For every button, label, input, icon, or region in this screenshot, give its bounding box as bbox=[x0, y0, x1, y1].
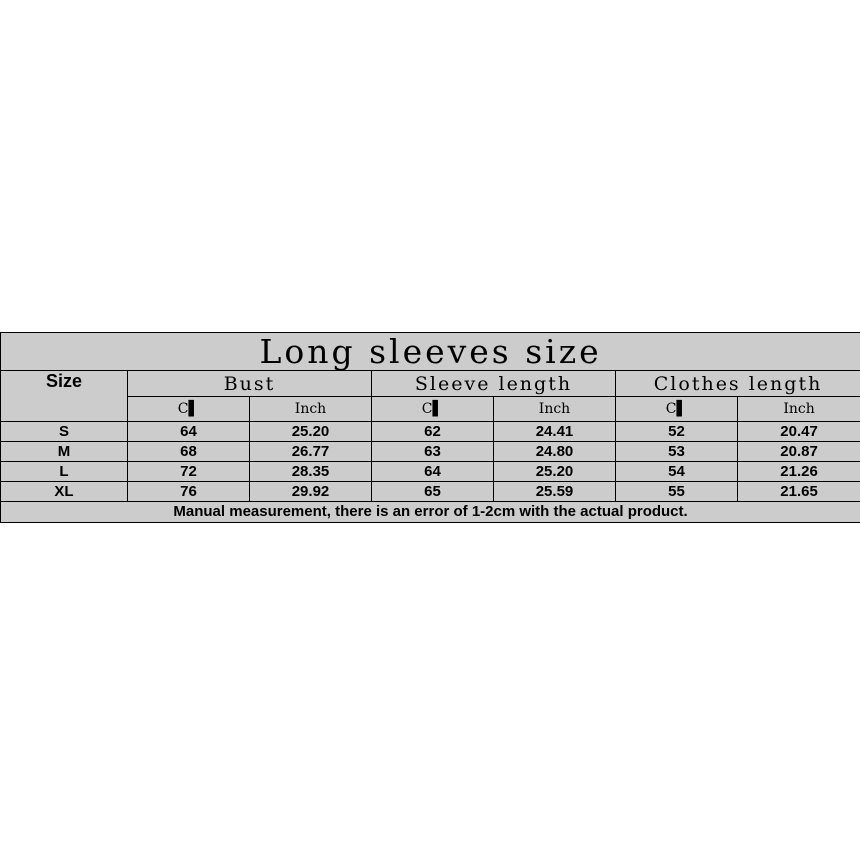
sleeve-cm-unit: C▌ bbox=[372, 397, 494, 422]
clothes-cm-cell: 52 bbox=[616, 422, 738, 442]
clothes-inch-cell: 20.87 bbox=[738, 442, 860, 462]
bust-inch-cell: 28.35 bbox=[250, 462, 372, 482]
size-cell: S bbox=[1, 422, 128, 442]
bust-inch-unit: Inch bbox=[250, 397, 372, 422]
size-cell: L bbox=[1, 462, 128, 482]
sleeve-inch-cell: 25.59 bbox=[494, 482, 616, 502]
clothes-inch-cell: 20.47 bbox=[738, 422, 860, 442]
header-row bbox=[1, 371, 860, 397]
sleeve-length-header: Sleeve length bbox=[372, 371, 616, 397]
clothes-cm-cell: 54 bbox=[616, 462, 738, 482]
bust-cm-cell: 68 bbox=[128, 442, 250, 462]
clothes-length-header: Clothes length bbox=[616, 371, 860, 397]
bust-inch-cell: 25.20 bbox=[250, 422, 372, 442]
note-row bbox=[1, 502, 860, 523]
sleeve-cm-cell: 63 bbox=[372, 442, 494, 462]
clothes-inch-cell: 21.65 bbox=[738, 482, 860, 502]
sleeve-cm-cell: 64 bbox=[372, 462, 494, 482]
table-title: Long sleeves size bbox=[1, 333, 860, 371]
title-row bbox=[1, 333, 860, 371]
sleeve-inch-unit: Inch bbox=[494, 397, 616, 422]
measurement-note: Manual measurement, there is an error of 1-2cm with the actual product. bbox=[1, 502, 860, 523]
table-row bbox=[1, 422, 860, 442]
bust-cm-unit: C▌ bbox=[128, 397, 250, 422]
table-row bbox=[1, 462, 860, 482]
size-cell: XL bbox=[1, 482, 128, 502]
clothes-cm-unit: C▌ bbox=[616, 397, 738, 422]
clothes-cm-cell: 53 bbox=[616, 442, 738, 462]
unit-row bbox=[1, 397, 860, 422]
bust-cm-cell: 76 bbox=[128, 482, 250, 502]
size-header: Size bbox=[1, 371, 128, 422]
bust-inch-cell: 26.77 bbox=[250, 442, 372, 462]
bust-header: Bust bbox=[128, 371, 372, 397]
size-cell: M bbox=[1, 442, 128, 462]
bust-inch-cell: 29.92 bbox=[250, 482, 372, 502]
sleeve-inch-cell: 24.41 bbox=[494, 422, 616, 442]
sleeve-cm-cell: 65 bbox=[372, 482, 494, 502]
table-row bbox=[1, 442, 860, 462]
sleeve-inch-cell: 25.20 bbox=[494, 462, 616, 482]
sleeve-inch-cell: 24.80 bbox=[494, 442, 616, 462]
bust-cm-cell: 72 bbox=[128, 462, 250, 482]
bust-cm-cell: 64 bbox=[128, 422, 250, 442]
table-row bbox=[1, 482, 860, 502]
sleeve-cm-cell: 62 bbox=[372, 422, 494, 442]
clothes-inch-cell: 21.26 bbox=[738, 462, 860, 482]
clothes-cm-cell: 55 bbox=[616, 482, 738, 502]
clothes-inch-unit: Inch bbox=[738, 397, 860, 422]
size-chart-table bbox=[0, 332, 860, 523]
